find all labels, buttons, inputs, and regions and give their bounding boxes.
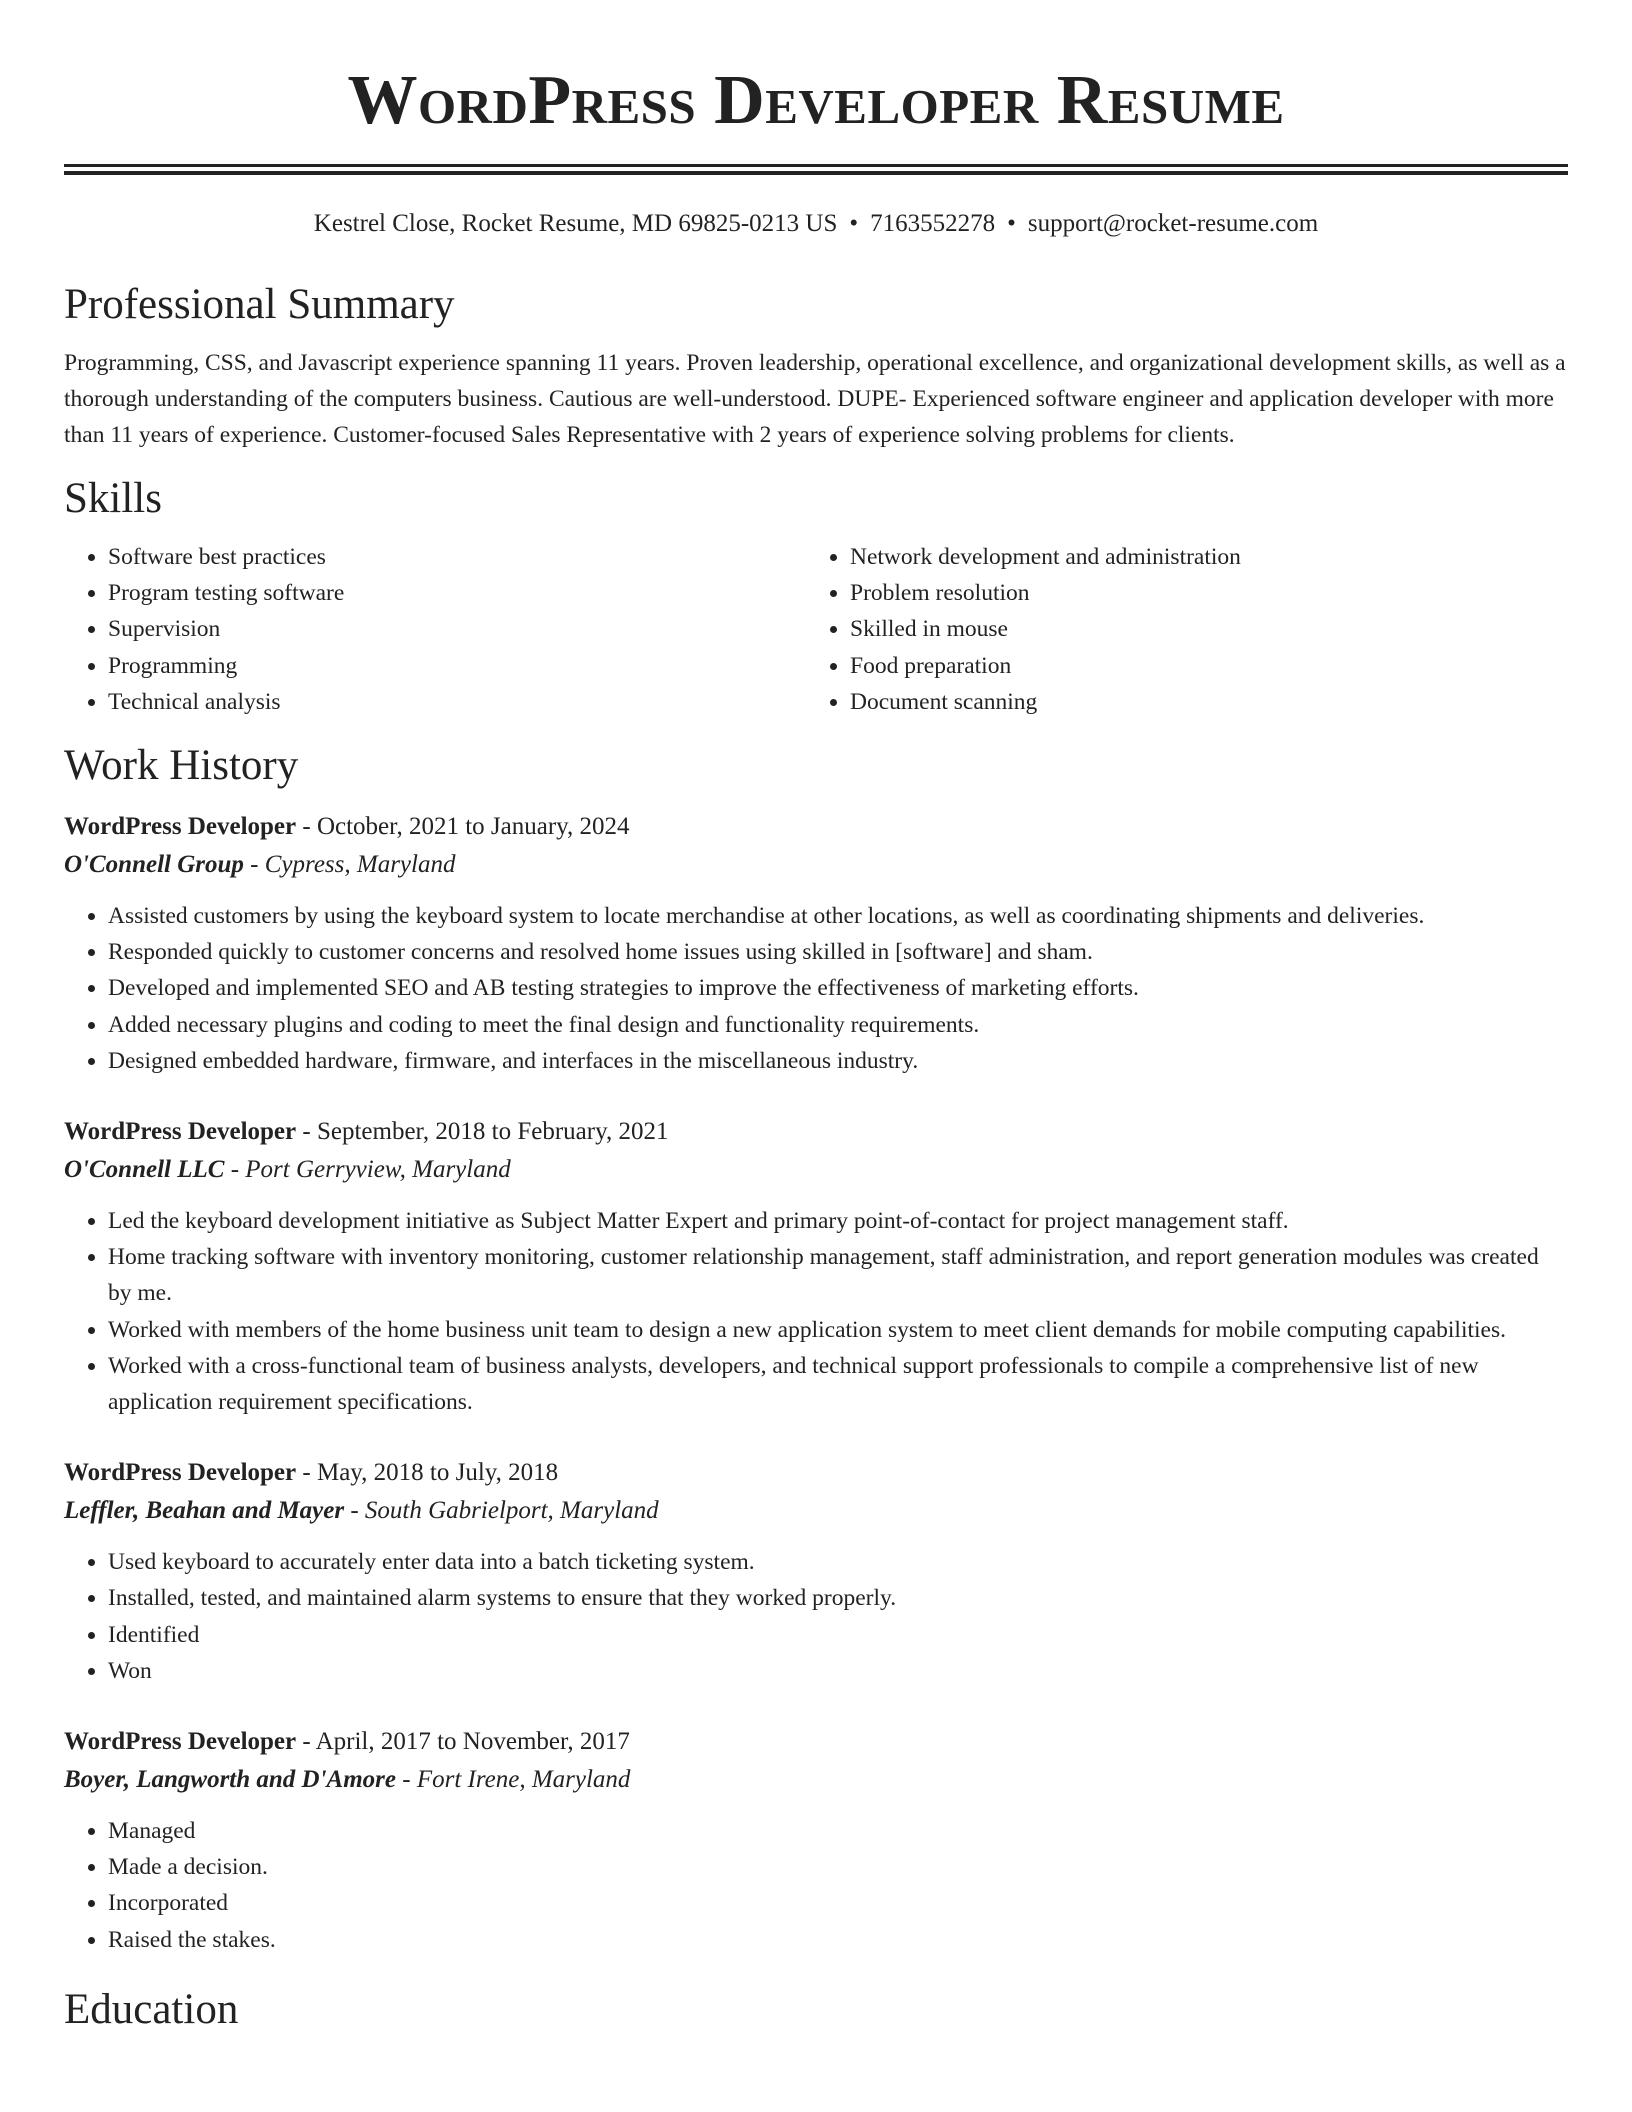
job-bullet: • Managed (108, 1813, 1568, 1849)
company-location: - Port Gerryview, Maryland (224, 1156, 511, 1184)
job-bullets (64, 898, 1568, 1079)
job-dates: - April, 2017 to November, 2017 (296, 1728, 630, 1756)
skills-list-right (806, 539, 1548, 720)
job-entry (64, 808, 1568, 1079)
job-bullets (64, 1813, 1568, 1958)
skill-item: • Document scanning (850, 684, 1548, 720)
company-line (64, 1492, 1568, 1530)
job-bullet: • Home tracking software with inventory monitoring, customer relationship management, staff administration, and report generation modules was created by me. (108, 1239, 1568, 1311)
job-bullet: • Raised the stakes. (108, 1922, 1568, 1958)
contact-email: support@rocket-resume.com (1027, 210, 1319, 237)
job-bullet: • Responded quickly to customer concerns and resolved home issues using skilled in [software] and sham. (108, 934, 1568, 970)
job-dates: - September, 2018 to February, 2021 (296, 1118, 669, 1146)
job-entry (64, 1723, 1568, 1958)
company-name: O'Connell Group (64, 851, 244, 879)
job-bullet: • Designed embedded hardware, firmware, and interfaces in the miscellaneous industry. (108, 1043, 1568, 1079)
summary-heading: Professional Summary (64, 281, 455, 328)
contact-separator: • (1007, 210, 1016, 237)
job-dates: - October, 2021 to January, 2024 (296, 813, 630, 841)
skill-item: • Technical analysis (108, 684, 806, 720)
job-bullet: • Installed, tested, and maintained alarm systems to ensure that they worked properly. (108, 1580, 1568, 1616)
company-name: Boyer, Langworth and D'Amore (64, 1766, 396, 1794)
skill-item: • Food preparation (850, 648, 1548, 684)
company-location: - Cypress, Maryland (243, 851, 456, 879)
job-entry (64, 1113, 1568, 1420)
job-bullet: • Used keyboard to accurately enter data into a batch ticketing system. (108, 1544, 1568, 1580)
company-name: Leffler, Beahan and Mayer (64, 1497, 345, 1525)
job-dates: - May, 2018 to July, 2018 (296, 1459, 559, 1487)
company-line (64, 846, 1568, 884)
contact-separator: • (849, 210, 859, 237)
job-title: WordPress Developer (64, 813, 297, 841)
job-title-line (64, 808, 1568, 846)
resume-title: WordPress Developer Resume (347, 62, 1285, 139)
contact-address: Kestrel Close, Rocket Resume, MD 69825-0213 US (313, 210, 838, 237)
job-entry (64, 1454, 1568, 1689)
job-bullet: • Worked with members of the home business unit team to design a new application system to meet client demands for mobile computing capabilities. (108, 1312, 1568, 1348)
skill-item: • Program testing software (108, 575, 806, 611)
company-line (64, 1151, 1568, 1189)
job-title-line (64, 1723, 1568, 1761)
job-title-line (64, 1454, 1568, 1492)
job-title: WordPress Developer (64, 1459, 297, 1487)
job-bullets (64, 1203, 1568, 1420)
contact-line (64, 207, 1568, 241)
job-bullet: • Incorporated (108, 1885, 1568, 1921)
job-bullet: • Won (108, 1653, 1568, 1689)
education-heading: Education (64, 1985, 239, 2033)
job-bullet: • Assisted customers by using the keyboard system to locate merchandise at other locations, as well as coordinating shipments and deliveries. (108, 898, 1568, 934)
title-divider (64, 164, 1568, 175)
company-location: - South Gabrielport, Maryland (344, 1497, 659, 1525)
job-bullet: • Made a decision. (108, 1849, 1568, 1885)
skills-column-right (806, 539, 1548, 720)
job-title: WordPress Developer (64, 1728, 297, 1756)
skill-item: • Network development and administration (850, 539, 1548, 575)
skill-item: • Supervision (108, 611, 806, 647)
company-line (64, 1761, 1568, 1799)
skill-item: • Problem resolution (850, 575, 1548, 611)
skill-item: • Programming (108, 648, 806, 684)
job-bullet: • Identified (108, 1617, 1568, 1653)
skill-item: • Software best practices (108, 539, 806, 575)
job-bullet: • Added necessary plugins and coding to meet the final design and functionality requirements. (108, 1007, 1568, 1043)
job-bullet: • Led the keyboard development initiative as Subject Matter Expert and primary point-of-contact for project management staff. (108, 1203, 1568, 1239)
job-title-line (64, 1113, 1568, 1151)
skills-heading: Skills (64, 475, 162, 522)
skills-list-left (64, 539, 806, 720)
skills-column-left (64, 539, 806, 720)
job-bullet: • Developed and implemented SEO and AB testing strategies to improve the effectiveness of marketing efforts. (108, 970, 1568, 1006)
skills-grid (64, 539, 1568, 720)
job-title: WordPress Developer (64, 1118, 297, 1146)
job-bullet: • Worked with a cross-functional team of business analysts, developers, and technical support professionals to compile a comprehensive list of new application requirement specifications. (108, 1348, 1568, 1420)
summary-text: Programming, CSS, and Javascript experience spanning 11 years. Proven leadership, operational excellence, and organizational development skills, as well as a thorough understanding of the computers business. Cautious are well-understood. DUPE- Experienced software engineer and application developer with more than 11 years of experience. Customer-focused Sales Representative with 2 years of experience solving problems for clients. (64, 350, 1566, 448)
company-name: O'Connell LLC (64, 1156, 225, 1184)
work-history-heading: Work History (64, 742, 299, 790)
company-location: - Fort Irene, Maryland (396, 1766, 631, 1794)
skill-item: • Skilled in mouse (850, 611, 1548, 647)
job-bullets (64, 1544, 1568, 1689)
contact-phone: 7163552278 (870, 210, 996, 237)
